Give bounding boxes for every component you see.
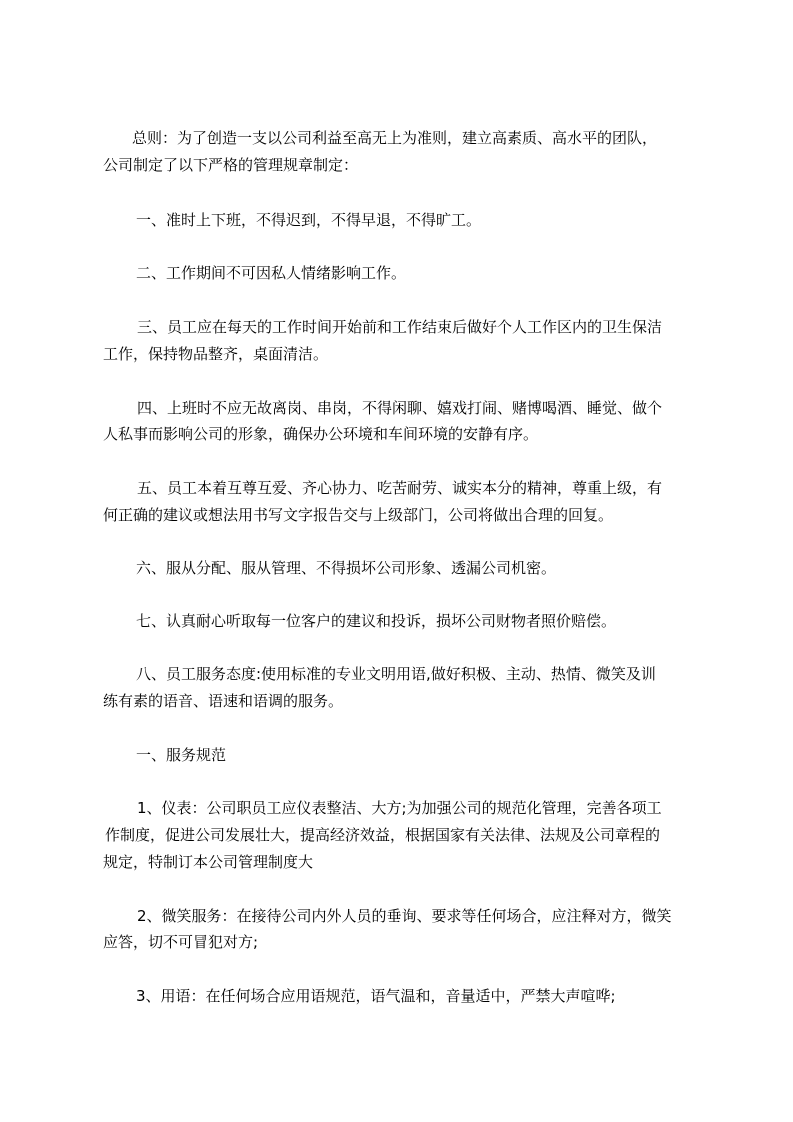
intro-line-2: 公司制定了以下严格的管理规章制定： (103, 156, 359, 174)
rule-2-line-1: 二、工作期间不可因私人情绪影响工作。 (136, 264, 407, 282)
item-1-line-2: 作制度，促进公司发展壮大，提高经济效益，根据国家有关法律、法规及公司章程的 (105, 826, 661, 844)
intro-line-1: 总则：为了创造一支以公司利益至高无上为准则，建立高素质、高水平的团队， (132, 129, 658, 147)
item-1-line-1: 1、仪表：公司职员工应仪表整洁、大方;为加强公司的规范化管理，完善各项工 (137, 799, 662, 817)
item-1-line-3: 规定，特制订本公司管理制度大 (103, 853, 314, 871)
item-3-line-1: 3、用语：在任何场合应用语规范，语气温和，音量适中，严禁大声喧哗; (136, 987, 616, 1005)
rule-6-line-1: 六、服从分配、服从管理、不得损坏公司形象、透漏公司机密。 (136, 559, 557, 577)
item-2-line-2: 应答，切不可冒犯对方; (103, 933, 259, 951)
rule-8-line-2: 练有素的语音、语速和语调的服务。 (103, 692, 344, 710)
item-2-line-1: 2、微笑服务：在接待公司内外人员的垂询、要求等任何场合，应注释对方，微笑 (137, 907, 672, 925)
rule-5-line-1: 五、员工本着互尊互爱、齐心协力、吃苦耐劳、诚实本分的精神，尊重上级，有 (137, 479, 663, 497)
rule-1-line-1: 一、准时上下班，不得迟到，不得早退，不得旷工。 (136, 211, 482, 229)
rule-8-line-1: 八、员工服务态度:使用标准的专业文明用语,做好积极、主动、热情、微笑及训 (136, 665, 656, 683)
rule-4-line-2: 人私事而影响公司的形象，确保办公环境和车间环境的安静有序。 (103, 425, 539, 443)
rule-5-line-2: 何正确的建议或想法用书写文字报告交与上级部门，公司将做出合理的回复。 (103, 506, 614, 524)
section-1-heading: 一、服务规范 (136, 746, 227, 764)
rule-3-line-2: 工作，保持物品整齐，桌面清洁。 (103, 345, 329, 363)
rule-3-line-1: 三、员工应在每天的工作时间开始前和工作结束后做好个人工作区内的卫生保洁 (137, 318, 663, 336)
rule-7-line-1: 七、认真耐心听取每一位客户的建议和投诉，损坏公司财物者照价赔偿。 (136, 612, 617, 630)
rule-4-line-1: 四、上班时不应无故离岗、串岗，不得闲聊、嬉戏打闹、赌博喝酒、睡觉、做个 (137, 399, 663, 417)
